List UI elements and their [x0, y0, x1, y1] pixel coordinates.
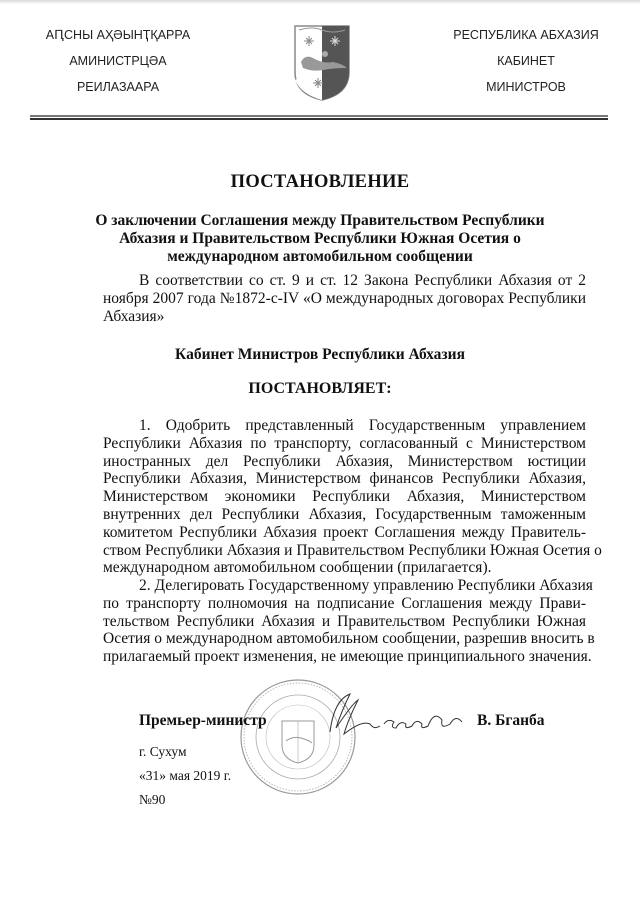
item-2-line: 2. Делегировать Государственному управлению Республики Абхазия [139, 577, 593, 594]
item-1-line: Министерством экономики Республики Абхазия, Министерством [103, 488, 586, 506]
document-subtitle [90, 212, 550, 266]
header-right-line-3: МИНИСТРОВ [486, 80, 566, 94]
document-number: №90 [139, 792, 166, 807]
scan-edge [0, 0, 640, 4]
preamble-line: В соответствии со ст. 9 и ст. 12 Закона Республики Абхазия от 2 [139, 272, 586, 289]
item-2-line: тельством Республики Абхазия и Правительством Республики Южная [103, 612, 586, 630]
item-1-line: международном автомобильном сообщении (прилагается). [103, 559, 492, 577]
item-2-line: по транспорту полномочия на подписание Соглашения между Прави- [103, 594, 586, 612]
subtitle-line: международном автомобильном сообщении [167, 248, 473, 265]
header-abkhaz [18, 26, 218, 104]
preamble [103, 272, 586, 325]
subtitle-line: О заключении Соглашения между Правительством Республики [95, 212, 545, 229]
city: г. Сухум [139, 744, 187, 759]
signatory-position: Премьер-министр [139, 712, 267, 729]
document-title: ПОСТАНОВЛЕНИЕ [230, 172, 410, 192]
header-right-line-1: РЕСПУБЛИКА АБХАЗИЯ [453, 28, 599, 42]
item-2-line: прилагаемый проект изменения, не имеющие принципиального значения. [103, 648, 592, 666]
header-right-line-2: КАБИНЕТ [497, 54, 555, 68]
handwritten-signature [322, 690, 472, 740]
signatory-name: В. Бганба [477, 712, 545, 729]
item-1-line: Республики Абхазия, Министерством финансов Республики Абхазия, [103, 470, 586, 488]
item-2-line: Осетия о международном автомобильном сообщении, разрешив вносить в [103, 630, 595, 648]
coat-of-arms-icon [293, 24, 351, 102]
date: «31» мая 2019 г. [139, 768, 232, 783]
item-2 [103, 577, 595, 666]
item-1-line: 1. Одобрить представленный Государственным управлением [139, 417, 586, 434]
header-left-line-3: РЕИЛАЗААРА [76, 80, 160, 94]
item-1-line: комитетом Республики Абхазия проект Соглашения между Правитель- [103, 523, 586, 541]
header-divider-thin [30, 115, 608, 117]
subtitle-line: Абхазия и Правительством Республики Южная Осетия о [119, 230, 521, 247]
item-1-line: ством Республики Абхазия и Правительством Республики Южная Осетия о [103, 541, 602, 559]
item-1-line: внутренних дел Республики Абхазия, Государственным таможенным [103, 505, 586, 523]
header-russian [426, 26, 626, 104]
header-left-line-2: АМИНИСТРЦӘА [69, 54, 167, 68]
header-divider-thick [30, 118, 608, 120]
preamble-line: Абхазия» [103, 307, 165, 325]
preamble-line: ноября 2007 года №1872-с-IV «О международных договорах Республики [103, 289, 586, 307]
resolves-heading: ПОСТАНОВЛЯЕТ: [248, 380, 392, 397]
issuing-body: Кабинет Министров Республики Абхазия [175, 346, 465, 363]
item-1 [103, 417, 602, 577]
header-left-line-1: АԤСНЫ АҲӘЫНҬҚАРРА [45, 28, 191, 42]
item-1-line: Республики Абхазия по транспорту, согласованный с Министерством [103, 434, 586, 452]
item-1-line: иностранных дел Республики Абхазия, Министерством юстиции [103, 452, 586, 470]
